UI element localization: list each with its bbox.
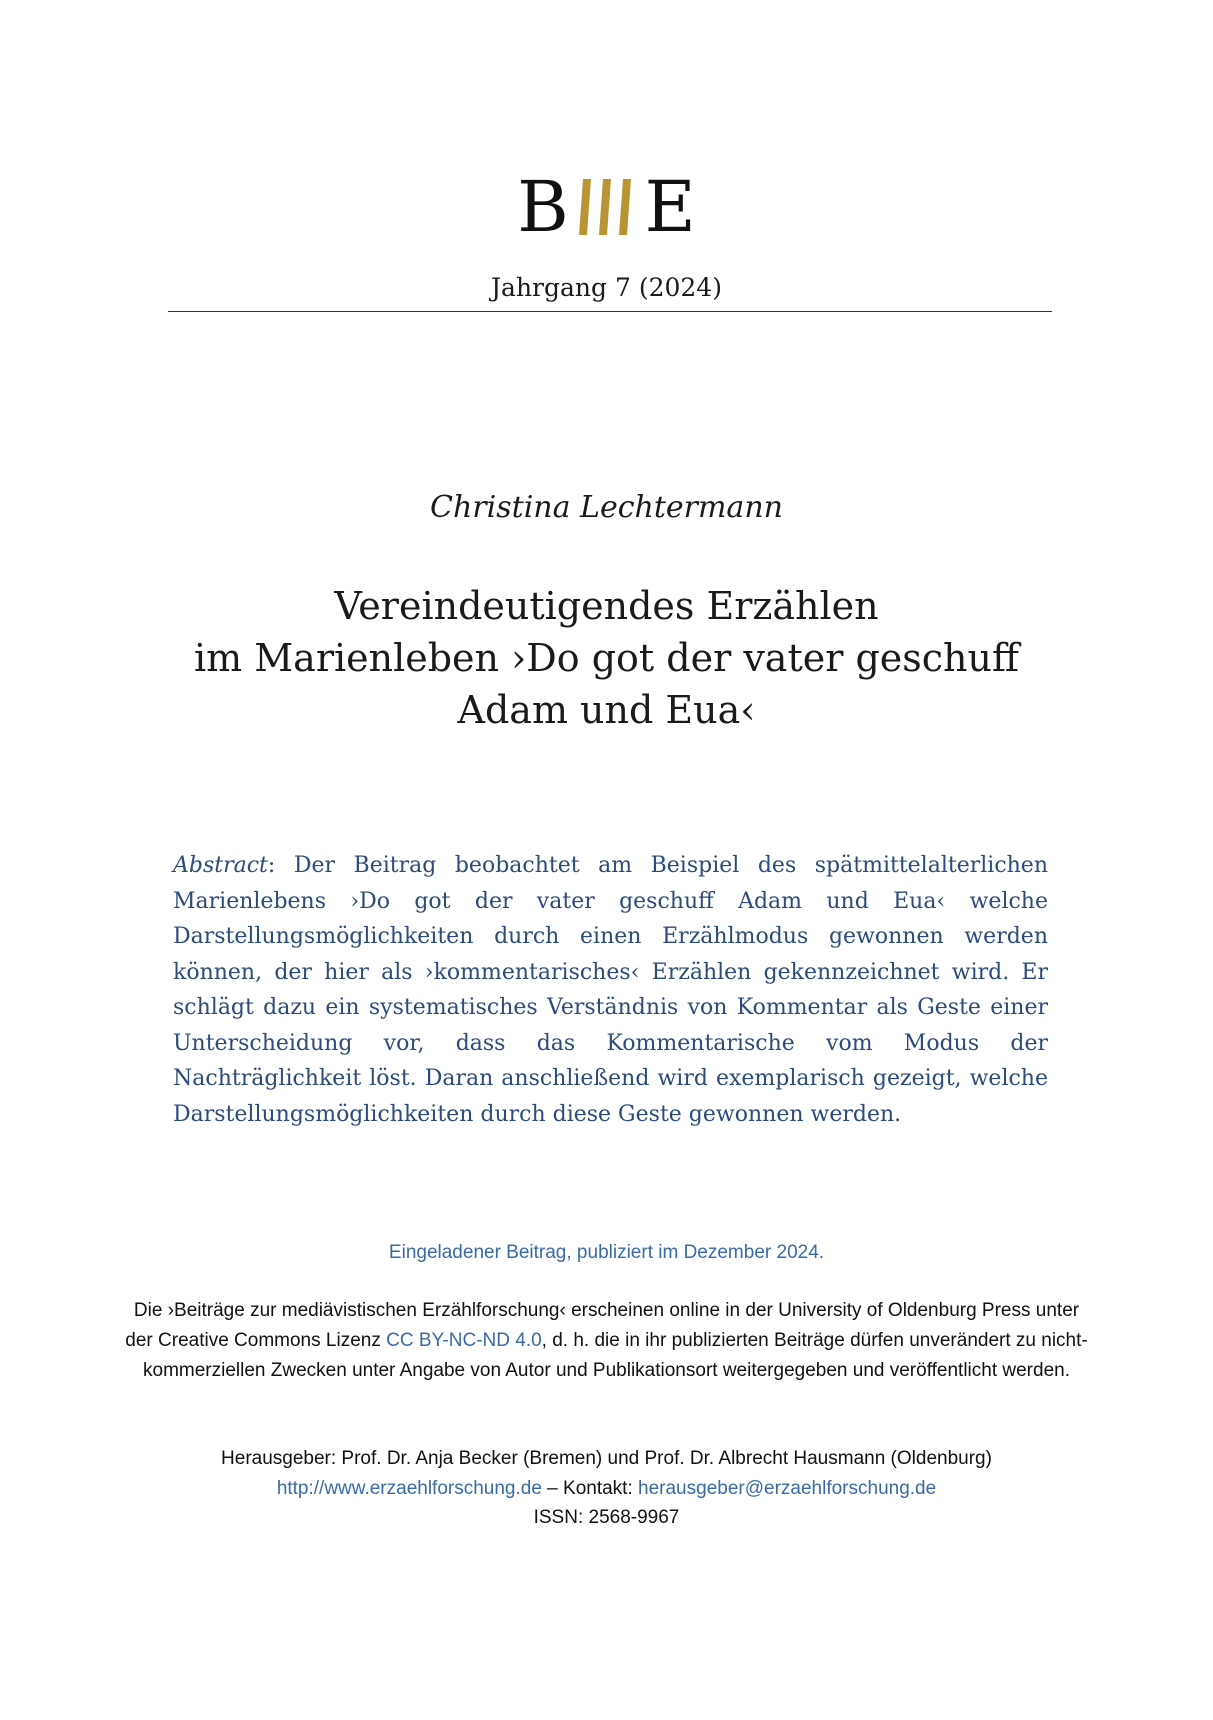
contact-separator: – Kontakt: — [541, 1478, 639, 1499]
license-text-before: Die ›Beiträge zur mediävistischen Erzählforschung‹ erscheinen online in der University of Oldenburg Press unter der Creative Commons Lizenz — [125, 1300, 1080, 1351]
logo-bars-icon — [579, 177, 635, 237]
issn: ISSN: 2568-9967 — [533, 1507, 680, 1528]
abstract-label: Abstract — [173, 853, 268, 878]
title-line: Vereindeutigendes Erzählen — [334, 584, 879, 628]
journal-logo — [0, 166, 1213, 248]
abstract — [173, 848, 1048, 1132]
license-text-after: , d. h. die in ihr publizierten Beiträge dürfen unverändert zu nicht-kommerziellen Zwecken unter Angabe von Autor und Publikationsort weitergegeben und veröffentlicht werden. — [143, 1330, 1088, 1381]
title-line: Adam und Eua‹ — [457, 688, 756, 732]
abstract-text: : Der Beitrag beobachtet am Beispiel des spätmittelalterlichen Marienlebens ›Do got der vater geschuff Adam und Eua‹ welche Darstellungsmöglichkeiten durch einen Erzählmodus gewonnen werden können, der hier als ›kommentarisches‹ Erzählen gekennzeichnet wird. Er schlägt dazu ein systematisches Verständnis von Kommentar als Geste einer Unterscheidung vor, dass das Kommentarische vom Modus der Nachträglichkeit löst. Daran anschließend wird exemplarisch gezeigt, welche Darstellungsmöglichkeiten durch diese Geste gewonnen werden. — [173, 853, 1048, 1127]
license-link[interactable]: CC BY-NC-ND 4.0 — [386, 1330, 542, 1351]
email-link[interactable]: herausgeber@erzaehlforschung.de — [638, 1478, 937, 1499]
journal-volume: Jahrgang 7 (2024) — [491, 273, 722, 302]
editors-line: Herausgeber: Prof. Dr. Anja Becker (Bremen) und Prof. Dr. Albrecht Hausmann (Oldenburg) — [221, 1448, 992, 1469]
license-notice — [0, 1296, 1213, 1386]
title-line: im Marienleben ›Do got der vater geschuff — [193, 636, 1019, 680]
article-author: Christina Lechtermann — [430, 490, 783, 525]
header-divider — [168, 311, 1052, 312]
logo-letter-b: B — [517, 166, 569, 248]
article-title — [0, 580, 1213, 736]
invited-note: Eingeladener Beitrag, publiziert im Dezember 2024. — [388, 1242, 825, 1263]
logo-letter-e: E — [644, 166, 696, 248]
contact-line — [0, 1474, 1213, 1504]
website-link[interactable]: http://www.erzaehlforschung.de — [276, 1478, 542, 1499]
